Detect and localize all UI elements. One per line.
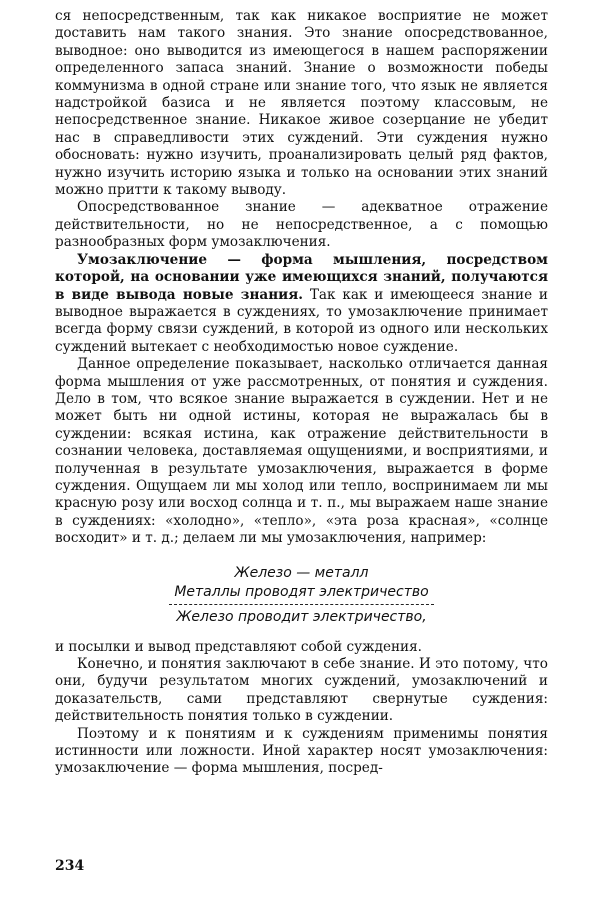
paragraph-1: ся непосредственным, так как никакое восприятие не может доставить нам такого знания. Это знание опосредствованное, выводное: оно выводится из имеющегося в нашем распоряжении определенного запаса знаний. Знание о возможности победы коммунизма в одной стране или знание того, что язык не является надстройкой базиса и не является поэтому классовым, не непосредственное знание. Никакое живое созерцание не убедит нас в справедливости этих суждений. Эти суждения нужно обосновать: нужно изучить, проанализировать целый ряд фактов, нужно изучить историю языка и только на основании этих знаний можно притти к такому выводу. — [55, 8, 548, 199]
syllogism-example — [55, 564, 548, 627]
paragraph-7: Поэтому и к понятиям и к суждениям применимы понятия истинности или ложности. Иной характер носят умозаключения: умозаключение — форма мышления, посред- — [55, 725, 548, 777]
paragraph-4: Данное определение показывает, насколько отличается данная форма мышления от уже рассмотренных, от понятия и суждения. Дело в том, что всякое знание выражается в суждении. Нет и не может быть ни одной истины, которая не выражалась бы в суждении: всякая истина, как отражение действительности в сознании человека, доставляемая ощущениями, и восприятиями, и полученная в результате умозаключения, выражается в форме суждения. Ощущаем ли мы холод или тепло, воспринимаем ли мы красную розу или восход солнца и т. п., мы выражаем наше знание в суждениях: «холодно», «тепло», «эта роза красная», «солнце восходит» и т. д.; делаем ли мы умозаключения, например: — [55, 356, 548, 547]
paragraph-2: Опосредствованное знание — адекватное отражение действительности, но не непосредственное, а с помощью разнообразных форм умозаключения. — [55, 199, 548, 251]
definition-rest-text: Так как и имеющееся знание и выводное выражается в суждениях, то умозаключение принимает всегда форму связи суждений, в которой из одного или нескольких суждений вытекает с необходимостью новое суждение. — [55, 286, 548, 355]
paragraph-5: и посылки и вывод представляют собой суждения. — [55, 638, 423, 655]
syllogism-premise-1: Железо — металл — [234, 564, 369, 581]
definition-bold-text: Умозаключение — форма мышления, посредством которой, на основании уже имеющихся знаний, получаются в виде вывода новые знания. — [55, 251, 548, 303]
syllogism-premise-2: Металлы проводят электричество — [174, 583, 429, 600]
syllogism-conclusion: Железо проводит электричество, — [176, 608, 427, 625]
syllogism-divider — [169, 604, 434, 605]
page-number: 234 — [55, 858, 85, 874]
paragraph-3-definition — [55, 252, 548, 356]
paragraph-6: Конечно, и понятия заключают в себе знание. И это потому, что они, будучи результатом многих суждений, умозаключений и доказательств, сами представляют свернутые суждения: действительность понятия только в суждении. — [55, 656, 548, 725]
